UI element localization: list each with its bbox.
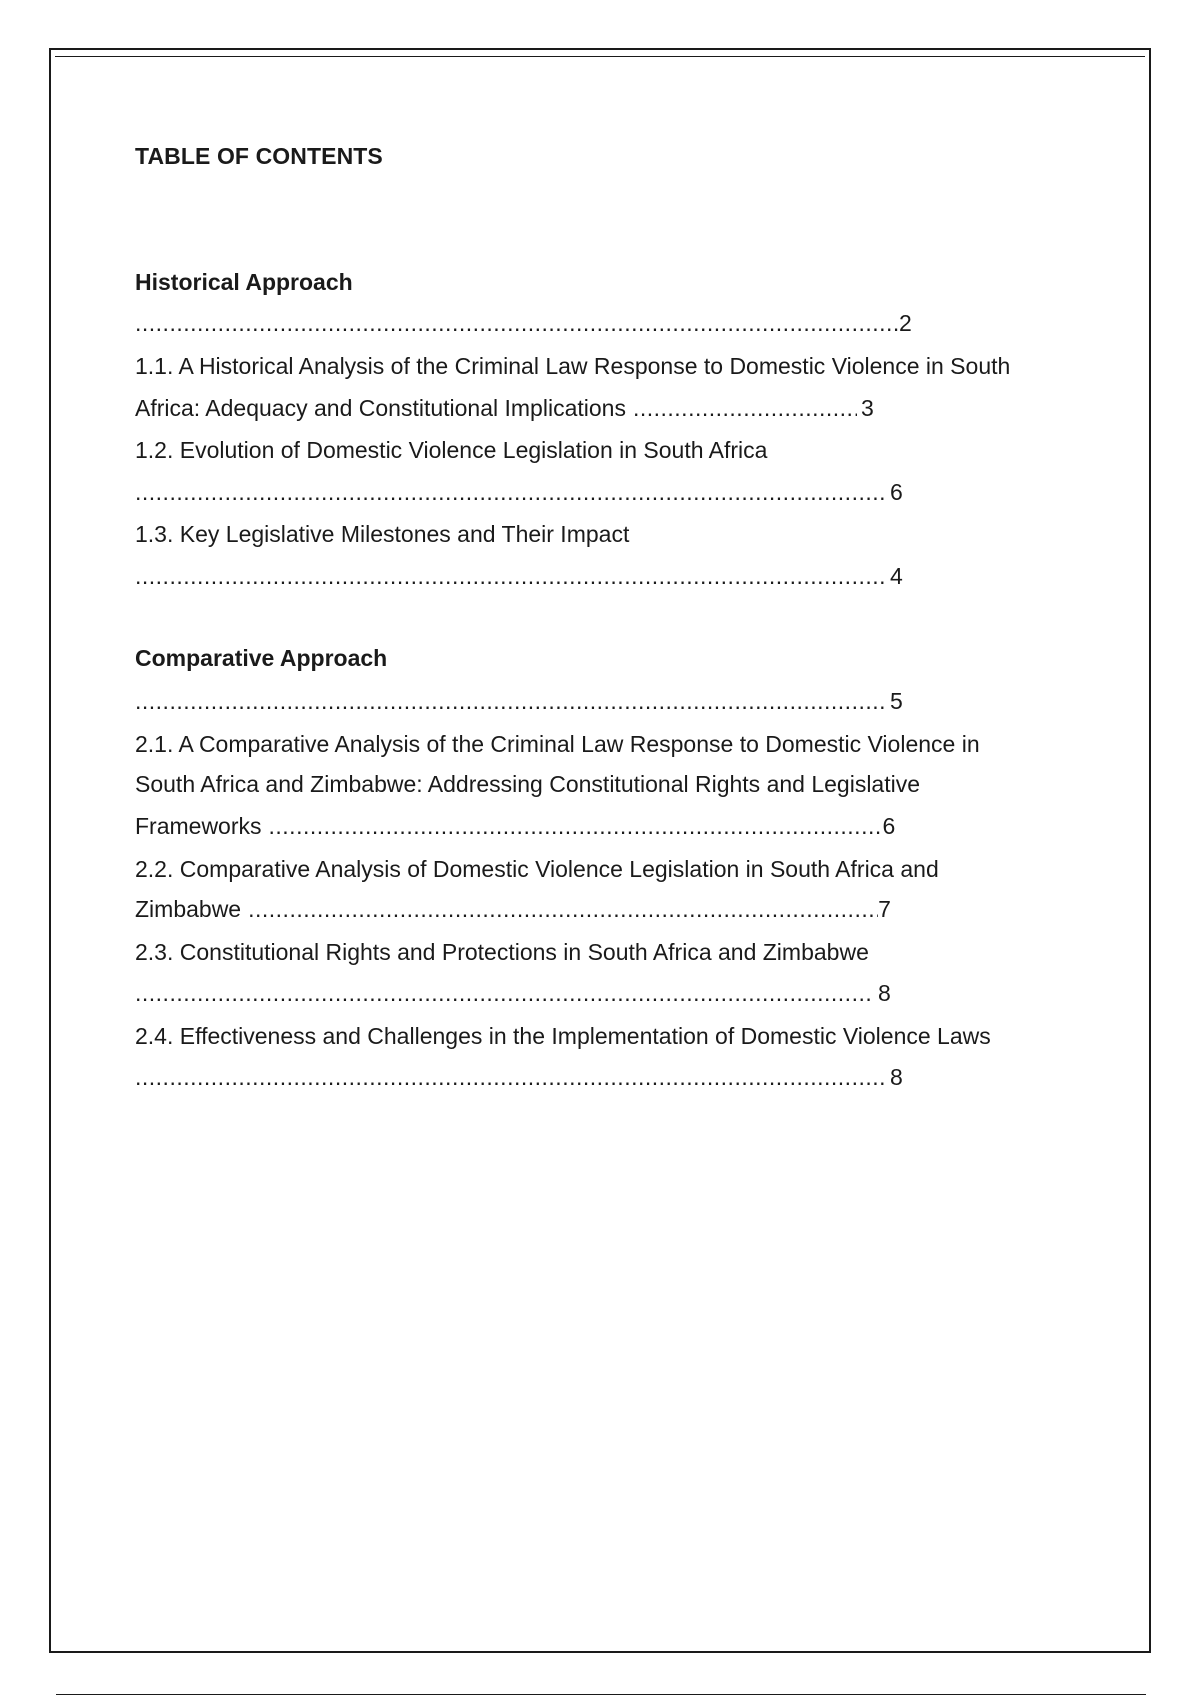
page-number: 7 bbox=[878, 896, 891, 922]
toc-title: TABLE OF CONTENTS bbox=[135, 143, 383, 169]
toc-leader-historical[interactable] bbox=[135, 308, 912, 338]
toc-entry-2-2-line2[interactable] bbox=[135, 894, 891, 924]
toc-entry-text: Frameworks bbox=[135, 813, 262, 839]
dot-leader bbox=[269, 811, 883, 841]
toc-entry-2-1-line1[interactable]: 2.1. A Comparative Analysis of the Criminal Law Response to Domestic Violence in bbox=[135, 731, 980, 757]
page-number: 2 bbox=[899, 310, 912, 336]
section-heading-historical: Historical Approach bbox=[135, 269, 353, 295]
toc-entry-1-2-line1[interactable]: 1.2. Evolution of Domestic Violence Legislation in South Africa bbox=[135, 437, 768, 463]
toc-entry-text: Africa: Adequacy and Constitutional Implications bbox=[135, 395, 626, 421]
page-number: 6 bbox=[890, 479, 903, 505]
toc-entry-2-3-line1[interactable]: 2.3. Constitutional Rights and Protections in South Africa and Zimbabwe bbox=[135, 939, 869, 965]
page-number: 8 bbox=[878, 980, 891, 1006]
toc-entry-2-2-line1[interactable]: 2.2. Comparative Analysis of Domestic Violence Legislation in South Africa and bbox=[135, 856, 939, 882]
toc-entry-2-4-leader[interactable] bbox=[135, 1062, 903, 1092]
page-number: 5 bbox=[890, 688, 903, 714]
toc-entry-1-3-line1[interactable]: 1.3. Key Legislative Milestones and Their Impact bbox=[135, 521, 630, 547]
dot-leader bbox=[135, 561, 886, 591]
page-border-top-rule bbox=[55, 56, 1145, 57]
toc-leader-comparative[interactable] bbox=[135, 686, 903, 716]
dot-leader bbox=[135, 1062, 886, 1092]
dot-leader bbox=[135, 686, 886, 716]
toc-entry-1-3-leader[interactable] bbox=[135, 561, 903, 591]
toc-entry-2-1-line3[interactable] bbox=[135, 811, 895, 841]
page-number: 6 bbox=[882, 813, 896, 839]
toc-entry-1-2-leader[interactable] bbox=[135, 477, 903, 507]
page-number: 8 bbox=[890, 1064, 903, 1090]
dot-leader bbox=[135, 308, 899, 338]
dot-leader bbox=[135, 978, 874, 1008]
dot-leader bbox=[633, 393, 857, 423]
page-number: 4 bbox=[890, 563, 903, 589]
toc-entry-2-3-leader[interactable] bbox=[135, 978, 891, 1008]
toc-entry-1-1-line2[interactable] bbox=[135, 393, 874, 423]
dot-leader bbox=[135, 477, 886, 507]
dot-leader bbox=[248, 894, 878, 924]
toc-entry-2-4-line1[interactable]: 2.4. Effectiveness and Challenges in the Implementation of Domestic Violence Laws bbox=[135, 1023, 991, 1049]
page-number: 3 bbox=[860, 395, 874, 421]
section-heading-comparative: Comparative Approach bbox=[135, 645, 388, 671]
toc-entry-text: Zimbabwe bbox=[135, 896, 242, 922]
footer-rule bbox=[56, 1694, 1146, 1695]
toc-entry-1-1-line1[interactable]: 1.1. A Historical Analysis of the Criminal Law Response to Domestic Violence in South bbox=[135, 353, 1011, 379]
toc-entry-2-1-line2[interactable]: South Africa and Zimbabwe: Addressing Constitutional Rights and Legislative bbox=[135, 771, 921, 797]
